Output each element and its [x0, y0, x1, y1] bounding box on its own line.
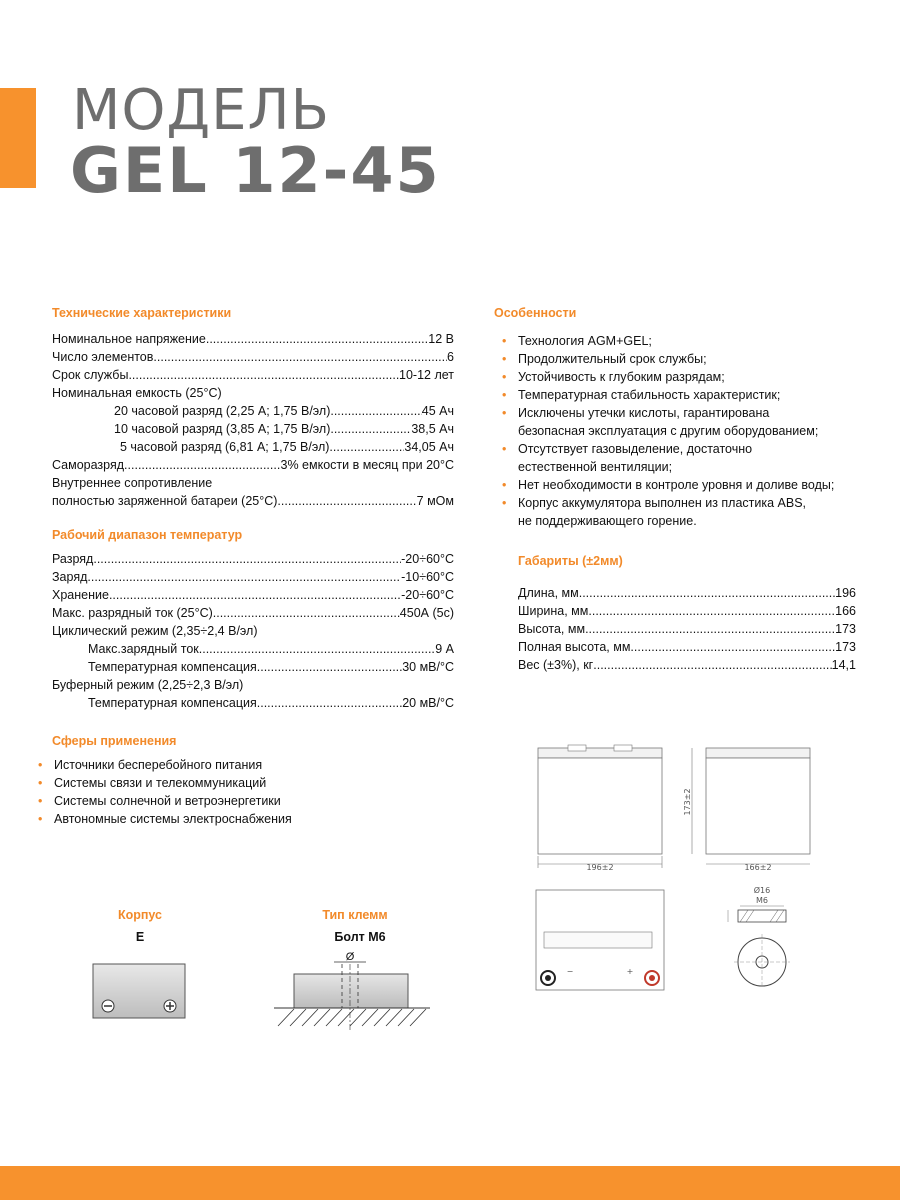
plus-sign-icon: +	[626, 967, 634, 976]
features-title: Особенности	[494, 306, 577, 320]
spec-row: Номинальное напряжение ..... 12 В	[52, 330, 454, 348]
bolt-outer-dimension: Ø16	[753, 886, 771, 895]
spec-row: Срок службы ..... 10-12 лет	[52, 366, 454, 384]
temp-row: Хранение ..... -20÷60°С	[52, 586, 454, 604]
capacity-row: 5 часовой разряд (6,81 А; 1,75 В/эл) ..... 34,05 Ач	[52, 438, 454, 456]
list-item: • Продолжительный срок службы;	[502, 352, 707, 366]
terminal-value: Болт М6	[334, 930, 386, 944]
list-item: • Автономные системы электроснабжения	[38, 812, 292, 826]
temps-title: Рабочий диапазон температур	[52, 528, 243, 542]
width-dimension: 166±2	[744, 863, 772, 872]
positive-terminal-icon	[645, 971, 659, 985]
cyclic-label: Циклический режим (2,35÷2,4 В/эл)	[52, 624, 258, 638]
tech-title: Технические характеристики	[52, 306, 232, 320]
model-name: GEL 12-45	[70, 134, 441, 207]
cyclic-row: Макс.зарядный ток ..... 9 А	[52, 640, 454, 658]
bolt-detail-drawing	[716, 884, 812, 988]
dimension-row: Высота, мм ..... 173	[518, 620, 856, 638]
list-item: • Системы связи и телекоммуникаций	[38, 776, 267, 790]
tech-specs	[52, 330, 454, 510]
list-item: • Отсутствует газовыделение, достаточно естественной вентиляции;	[502, 442, 753, 474]
capacity-label: Номинальная емкость (25°С)	[52, 386, 222, 400]
dimension-row: Ширина, мм ..... 166	[518, 602, 856, 620]
terminal-diagram	[270, 946, 436, 1034]
temp-row: Макс. разрядный ток (25°С) ..... 450А (5с)	[52, 604, 454, 622]
case-value: E	[135, 930, 145, 944]
height-dimension: 173±2	[683, 788, 692, 816]
model-label: МОДЕЛЬ	[72, 78, 331, 143]
plus-terminal-icon	[164, 1000, 176, 1012]
terminal-caption: Тип клемм	[322, 908, 388, 922]
bolt-top-circle-icon	[734, 934, 790, 988]
minus-terminal-icon	[102, 1000, 114, 1012]
list-item: • Корпус аккумулятора выполнен из пластика ABS, не поддерживающего горение.	[502, 496, 807, 528]
bolt-symbol: Ø	[345, 951, 355, 963]
list-item: • Источники бесперебойного питания	[38, 758, 263, 772]
case-caption: Корпус	[117, 908, 163, 922]
temp-row: Разряд ..... -20÷60°С	[52, 550, 454, 568]
buffer-row: Температурная компенсация ..... 20 мВ/°С	[52, 694, 454, 712]
buffer-label: Буферный режим (2,25÷2,3 В/эл)	[52, 678, 244, 692]
spec-row: Число элементов ..... 6	[52, 348, 454, 366]
front-view-drawing	[526, 744, 674, 872]
negative-terminal-icon	[541, 971, 555, 985]
spec-row: полностью заряженной батареи (25°С) ..... 7 мОм	[52, 492, 454, 510]
applications-list	[38, 756, 292, 828]
dimension-row: Длина, мм ..... 196	[518, 584, 856, 602]
list-item: • Нет необходимости в контроле уровня и доливе воды;	[502, 478, 835, 492]
list-item: • Устойчивость к глубоким разрядам;	[502, 370, 725, 384]
capacity-row: 10 часовой разряд (3,85 А; 1,75 В/эл) ..... 38,5 Ач	[52, 420, 454, 438]
features-list	[502, 332, 834, 530]
cyclic-row: Температурная компенсация ..... 30 мВ/°С	[52, 658, 454, 676]
temps-specs	[52, 550, 454, 712]
top-view-drawing	[530, 886, 670, 996]
dimension-row: Вес (±3%), кг ..... 14,1	[518, 656, 856, 674]
bottom-bar	[0, 1166, 900, 1200]
list-item: • Исключены утечки кислоты, гарантирована безопасная эксплуатация с другим оборудованием;	[502, 406, 819, 438]
side-view-drawing	[682, 744, 830, 872]
dimensions-title: Габариты (±2мм)	[518, 554, 623, 568]
applications-title: Сферы применения	[52, 734, 177, 748]
spec-row: Саморазряд ..... 3% емкости в месяц при 20°С	[52, 456, 454, 474]
minus-sign-icon: −	[566, 967, 574, 976]
capacity-row: 20 часовой разряд (2,25 А; 1,75 В/эл) ..... 45 Ач	[52, 402, 454, 420]
list-item: • Температурная стабильность характеристик;	[502, 388, 781, 402]
accent-bar	[0, 88, 36, 188]
list-item: • Технология AGM+GEL;	[502, 334, 652, 348]
temp-row: Заряд ..... -10÷60°С	[52, 568, 454, 586]
dimensions-specs	[518, 584, 856, 674]
length-dimension: 196±2	[586, 863, 614, 872]
resistance-label: Внутреннее сопротивление	[52, 476, 213, 490]
list-item: • Системы солнечной и ветроэнергетики	[38, 794, 281, 808]
bolt-thread-dimension: M6	[756, 896, 768, 905]
case-diagram	[90, 960, 190, 1022]
dimension-row: Полная высота, мм ..... 173	[518, 638, 856, 656]
